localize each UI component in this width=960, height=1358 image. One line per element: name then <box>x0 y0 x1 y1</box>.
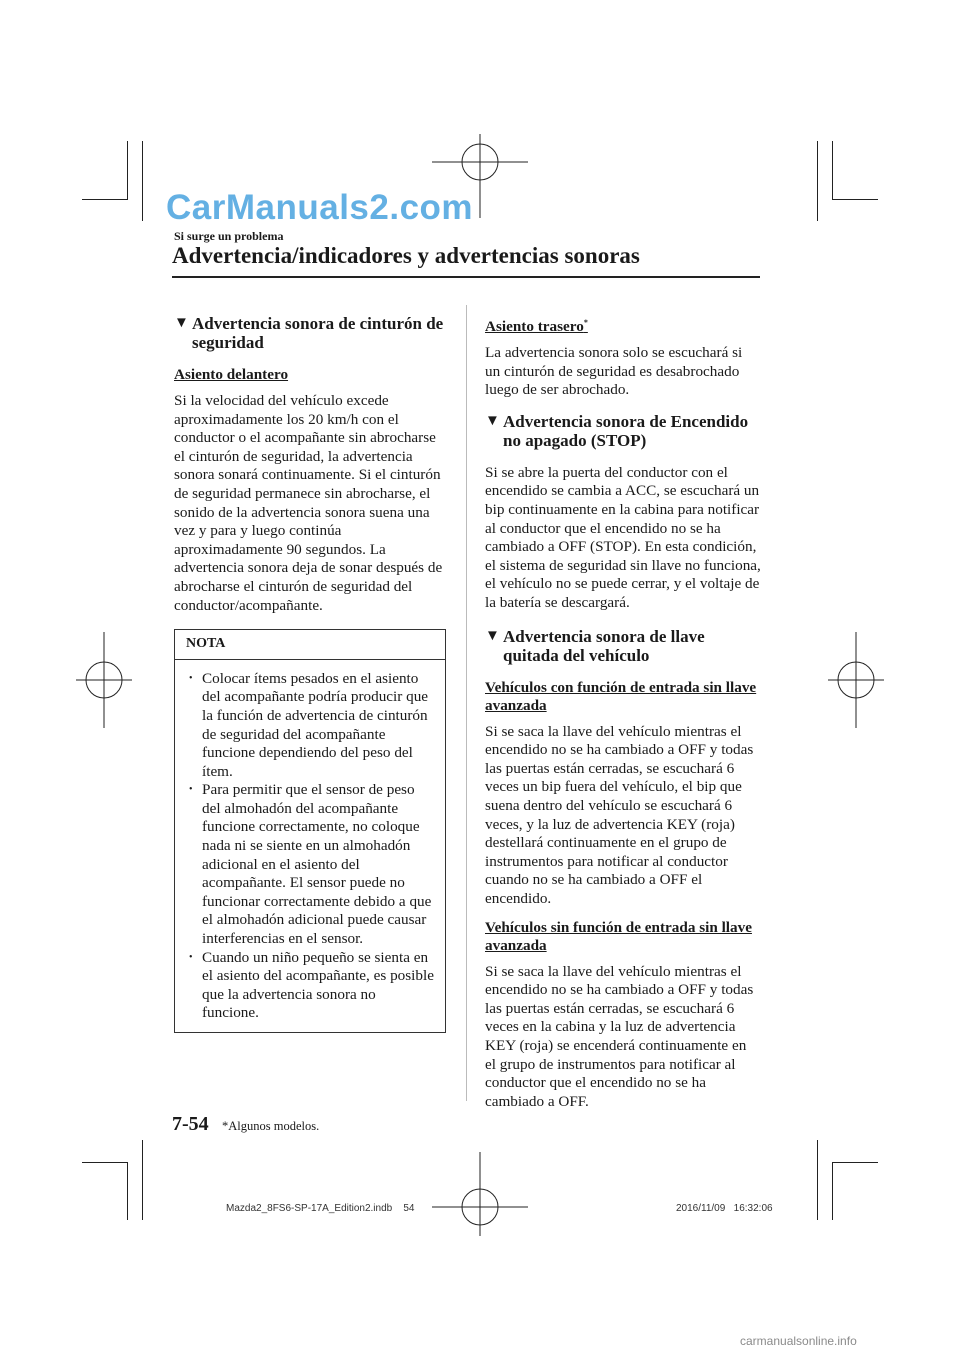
note-title: NOTA <box>175 630 445 660</box>
triangle-bullet-icon: ▼ <box>485 627 500 644</box>
triangle-bullet-icon: ▼ <box>485 412 500 429</box>
note-item: • Para permitir que el sensor de peso del almohadón del acompañante funcione correctamente, no coloque nada ni se siente en un almohadón adicional en el asiento del acompañante. El sensor puede no funcionar correctamente debido a que el almohadón adicional puede causar interferencias en el sensor. <box>185 781 435 948</box>
heading-text: Advertencia sonora de llave quitada del vehículo <box>503 626 705 665</box>
left-column <box>174 314 446 1033</box>
registration-mark-right <box>828 632 884 728</box>
front-seat-subheading: Asiento delantero <box>174 366 289 383</box>
without-keyless-subheading: Vehículos sin función de entrada sin llave avanzada <box>485 918 752 954</box>
footnote: *Algunos modelos. <box>222 1119 320 1133</box>
section-label: Si surge un problema <box>174 229 284 243</box>
note-list <box>175 660 445 1032</box>
rear-seat-subheading <box>485 314 761 336</box>
registration-mark-left <box>76 632 132 728</box>
heading-text: Advertencia sonora de cinturón de seguridad <box>192 314 444 352</box>
with-keyless-subheading: Vehículos con función de entrada sin llave avanzada <box>485 678 757 714</box>
file-info: Mazda2_8FS6-SP-17A_Edition2.indb 54 <box>226 1203 415 1214</box>
without-keyless-paragraph: Si se saca la llave del vehículo mientras el encendido no se ha cambiado a OFF y todas las puertas están cerradas, se escuchará 6 veces en la cabina y la luz de advertencia KEY (roja) se encenderá continuamente en el grupo de instrumentos para notificar al conductor que el encendido no se ha cambiado a OFF. <box>485 962 754 1110</box>
note-item: • Colocar ítems pesados en el asiento del acompañante podría producir que la función de advertencia de cinturón de seguridad del acompañante funcione dependiendo del peso del ítem. <box>185 670 435 782</box>
rear-seat-paragraph: La advertencia sonora solo se escuchará si un cinturón de seguridad es desabrochado luego de ser abrochado. <box>485 344 743 399</box>
column-divider <box>466 305 467 1101</box>
note-item: • Cuando un niño pequeño se sienta en el asiento del acompañante, es posible que la advertencia sonora no funcione. <box>185 949 435 1023</box>
with-keyless-paragraph: Si se saca la llave del vehículo mientras el encendido no se ha cambiado a OFF y todas las puertas están cerradas, se escuchará 6 veces un bip fuera del vehículo, el bip que suena dentro del vehículo se escuchará 6 veces, y la luz de advertencia KEY (roja) destellará continuamente en el grupo de instrumentos para notificar al conductor cuando no se ha cambiado a OFF el encendido. <box>485 722 754 907</box>
site-logo[interactable]: CarManuals2.com <box>166 188 474 227</box>
ignition-warning-heading <box>485 412 761 450</box>
watermark[interactable]: carmanualsonline.info <box>740 1334 857 1348</box>
rear-seat-subheading-text: Asiento trasero <box>485 318 584 336</box>
heading-text: Advertencia sonora de Encendido no apagado (STOP) <box>503 411 749 450</box>
print-datetime: 2016/11/09 16:32:06 <box>676 1203 773 1214</box>
front-seat-paragraph: Si la velocidad del vehículo excede aproximadamente los 20 km/h con el conductor o el acompañante sin abrocharse el cinturón de seguridad, la advertencia sonora sonará continuamente. Si el cinturón de seguridad permanece sin abrocharse, el sonido de la advertencia sonora suena una vez y para y luego continúa aproximadamente 90 segundos. La advertencia sonora deja de sonar después de abrocharse el cinturón de seguridad del conductor/acompañante. <box>174 392 443 614</box>
page-number: 7-54 <box>172 1113 209 1135</box>
note-box <box>174 629 446 1033</box>
registration-mark-bottom <box>432 1152 528 1236</box>
page-title: Advertencia/indicadores y advertencias sonoras <box>172 243 640 268</box>
seatbelt-warning-heading <box>174 314 446 352</box>
title-divider <box>172 276 760 278</box>
ignition-paragraph: Si se abre la puerta del conductor con el encendido se cambia a ACC, se escuchará un bip continuamente en la cabina para notificar al conductor que el encendido no se ha cambiado a OFF (STOP). En esta condición, el sistema de seguridad sin llave no funciona, el vehículo no se puede cerrar, y el voltaje de la batería se descargará. <box>485 463 761 611</box>
right-column <box>485 314 761 1121</box>
some-models-mark: * <box>583 318 588 327</box>
key-removed-heading <box>485 627 761 665</box>
triangle-bullet-icon: ▼ <box>174 315 189 331</box>
